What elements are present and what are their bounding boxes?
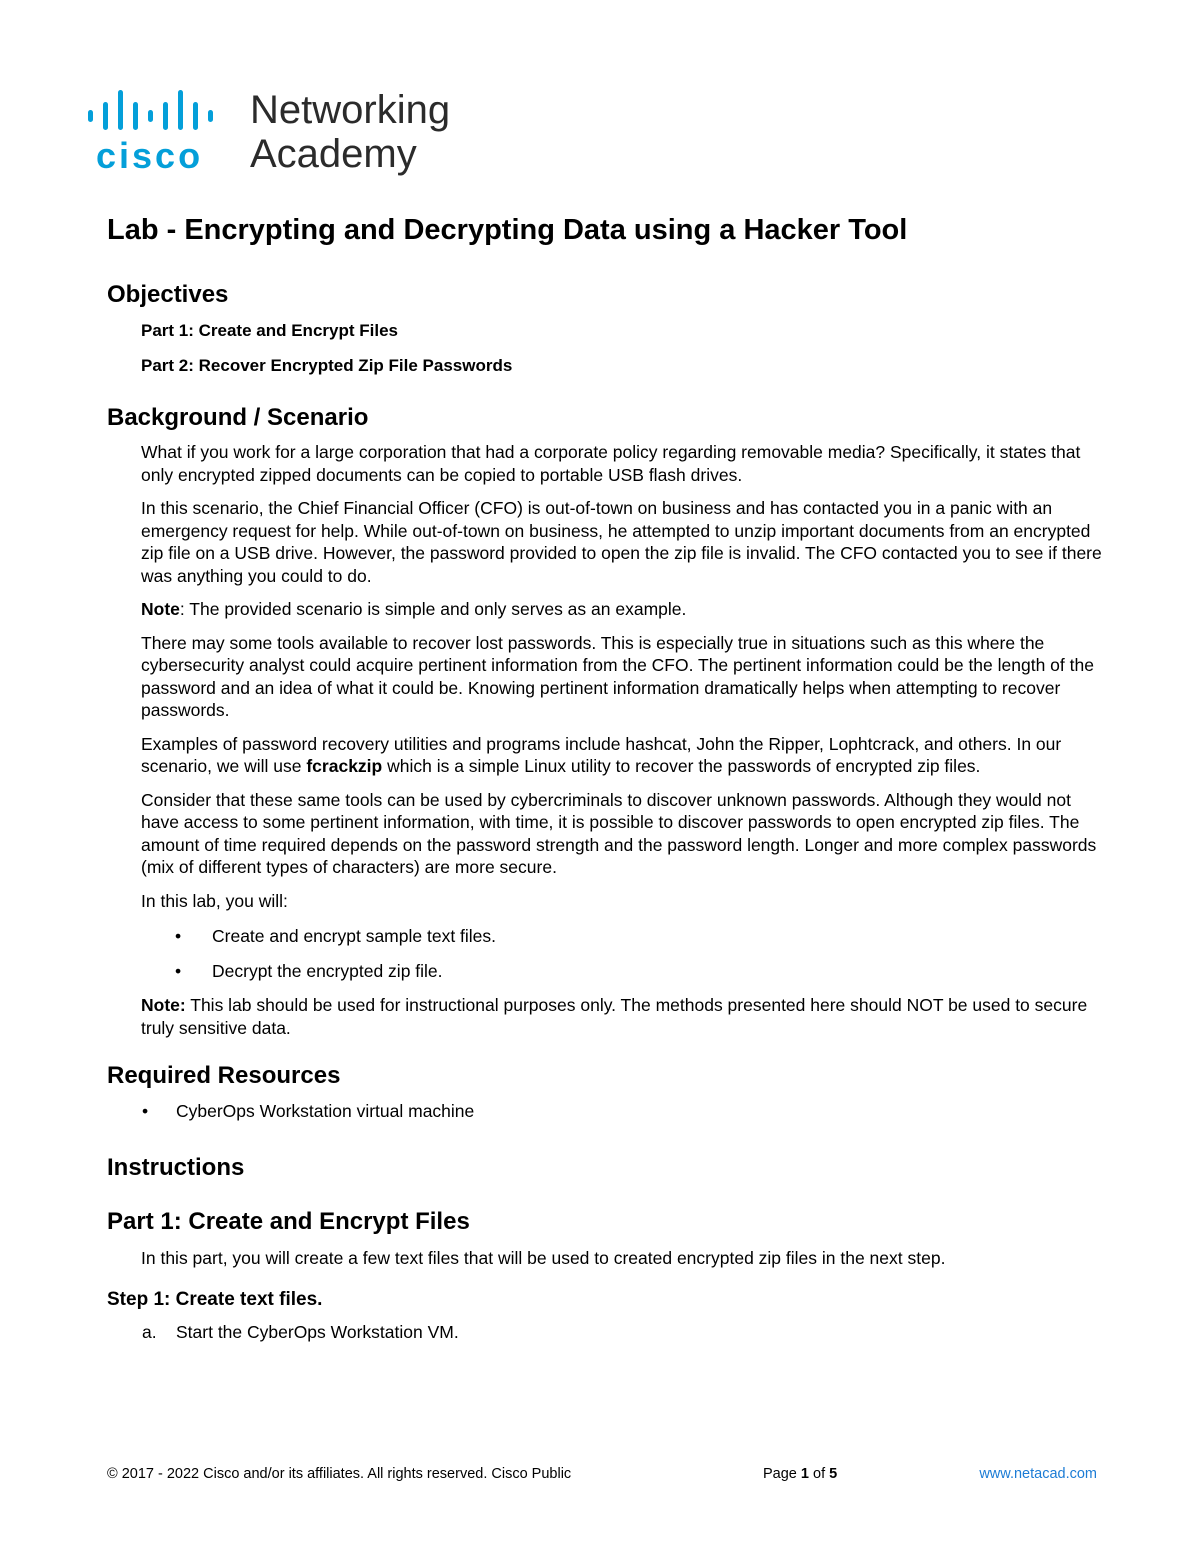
cisco-wordmark: cisco xyxy=(96,135,204,176)
list-item: • Create and encrypt sample text files. xyxy=(175,926,497,946)
objective-part-1: Part 1: Create and Encrypt Files xyxy=(141,321,398,340)
logo-line-networking: Networking xyxy=(250,88,451,132)
background-paragraph: In this lab, you will: xyxy=(141,890,288,911)
background-paragraph: Consider that these same tools can be used by cybercriminals to discover unknown passwords. Although they would not have access to some pertinent information, with time, it is possible to discover passwords to open encrypted zip files. The amount of time required depends on the password strength and the password length. Longer and more complex passwords (mix of different types of characters) are more secure. xyxy=(141,789,1097,877)
list-item: • Decrypt the encrypted zip file. xyxy=(175,961,443,981)
netacad-link[interactable]: www.netacad.com xyxy=(979,1466,1097,1482)
part1-intro: In this part, you will create a few text files that will be used to created encrypted zip files in the next step. xyxy=(141,1248,946,1268)
background-paragraph: There may some tools available to recover lost passwords. This is especially true in situations such as this where the cybersecurity analyst could acquire pertinent information from the CFO. The pertinent information could be the length of the password and an idea of what it could be. Knowing pertinent information dramatically helps when attempting to recover passwords. xyxy=(141,632,1094,720)
note-paragraph xyxy=(141,994,1107,1039)
list-item: a. Start the CyberOps Workstation VM. xyxy=(142,1321,459,1342)
note-label: Note xyxy=(141,599,180,619)
cisco-networking-academy-logo xyxy=(86,88,466,178)
copyright-text: © 2017 - 2022 Cisco and/or its affiliates. All rights reserved. Cisco Public xyxy=(107,1466,572,1482)
background-section xyxy=(141,441,1107,1039)
note-text: : The provided scenario is simple and only serves as an example. xyxy=(179,599,687,619)
page-title: Lab - Encrypting and Decrypting Data using a Hacker Tool xyxy=(107,214,908,246)
background-heading: Background / Scenario xyxy=(107,404,369,431)
background-paragraph: Examples of password recovery utilities and programs include hashcat, John the Ripper, Lophtcrack, and others. In our scenario, we will use fcrackzip which is a simple Linux utility to recover the passwords of encrypted zip files. xyxy=(141,733,1062,776)
page-number: Page 1 of 5 xyxy=(763,1466,838,1482)
tool-name: fcrackzip xyxy=(306,756,383,776)
part1-heading: Part 1: Create and Encrypt Files xyxy=(107,1208,470,1235)
cisco-logo-icon xyxy=(86,88,246,178)
objectives-list xyxy=(141,320,1107,377)
document-body xyxy=(107,210,1107,1343)
resources-heading: Required Resources xyxy=(107,1062,341,1089)
logo-line-academy: Academy xyxy=(250,132,417,176)
bullet-icon: • xyxy=(175,926,182,946)
bullet-icon: • xyxy=(142,1101,149,1121)
objectives-heading: Objectives xyxy=(107,281,229,308)
step-label: a. xyxy=(142,1321,157,1342)
note-text: This lab should be used for instructional purposes only. The methods presented here should NOT be used to secure truly sensitive data. xyxy=(141,995,1088,1038)
background-paragraph: What if you work for a large corporation that had a corporate policy regarding removable media? Specifically, it states that only encrypted zipped documents can be copied to portable USB flash drives. xyxy=(141,442,1081,485)
note-paragraph xyxy=(141,598,1107,621)
background-paragraph: In this scenario, the Chief Financial Officer (CFO) is out-of-town on business and has contacted you in a panic with an emergency request for help. While out-of-town on business, he attempted to unzip important documents from an encrypted zip file on a USB drive. However, the password provided to open the zip file is invalid. The CFO contacted you to see if there was anything you could to do. xyxy=(141,498,1102,586)
bullet-icon: • xyxy=(175,961,182,981)
objective-part-2: Part 2: Recover Encrypted Zip File Passwords xyxy=(141,356,513,375)
note-label: Note: xyxy=(141,995,186,1015)
list-item: • CyberOps Workstation virtual machine xyxy=(142,1101,475,1121)
step1-heading: Step 1: Create text files. xyxy=(107,1288,323,1310)
instructions-heading: Instructions xyxy=(107,1154,245,1181)
